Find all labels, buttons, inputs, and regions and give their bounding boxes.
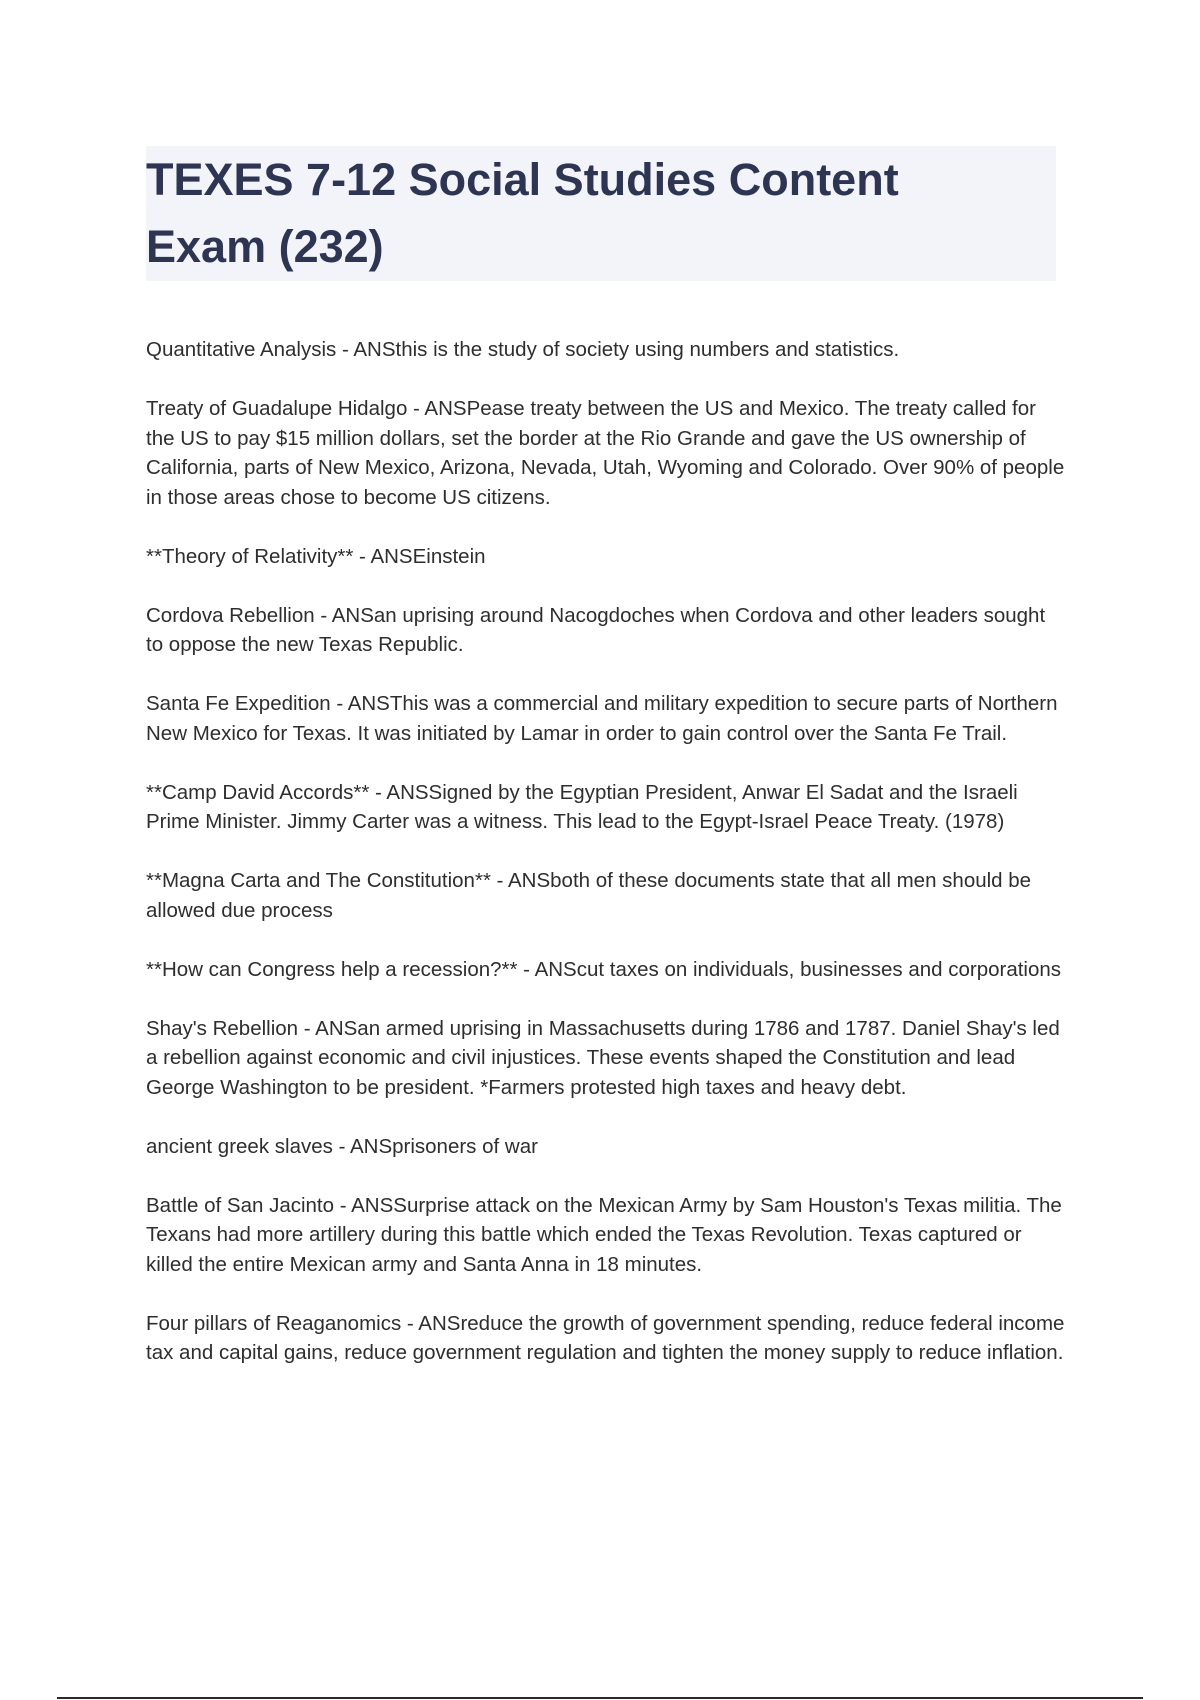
entries-list <box>146 335 1066 1397</box>
entry-ancient-greek-slaves: ancient greek slaves - ANSprisoners of war <box>146 1134 538 1158</box>
entry-magna-carta-constitution: **Magna Carta and The Constitution** - ANSboth of these documents state that all men should be allowed due process <box>146 869 1032 922</box>
entry-santa-fe-expedition: Santa Fe Expedition - ANSThis was a commercial and military expedition to secure parts of Northern New Mexico for Texas. It was initiated by Lamar in order to gain control over the Santa Fe Trail. <box>146 692 1058 745</box>
entry-shays-rebellion: Shay's Rebellion - ANSan armed uprising in Massachusetts during 1786 and 1787. Daniel Shay's led a rebellion against economic and civil injustices. These events shaped the Constitution and lead George Washington to be president. *Farmers protested high taxes and heavy debt. <box>146 1016 1060 1099</box>
entry-reaganomics: Four pillars of Reaganomics - ANSreduce the growth of government spending, reduce federal income tax and capital gains, reduce government regulation and tighten the money supply to reduce inflation. <box>146 1311 1065 1364</box>
entry-cordova-rebellion: Cordova Rebellion - ANSan uprising around Nacogdoches when Cordova and other leaders sought to oppose the new Texas Republic. <box>146 603 1046 656</box>
page-title: TEXES 7-12 Social Studies Content Exam (232) <box>146 154 899 272</box>
entry-camp-david-accords: **Camp David Accords** - ANSSigned by the Egyptian President, Anwar El Sadat and the Israeli Prime Minister. Jimmy Carter was a witness. This lead to the Egypt-Israel Peace Treaty. (1978) <box>146 780 1018 833</box>
footer-divider <box>57 1697 1143 1699</box>
entry-quantitative-analysis: Quantitative Analysis - ANSthis is the study of society using numbers and statistics. <box>146 338 900 361</box>
entry-theory-of-relativity: **Theory of Relativity** - ANSEinstein <box>146 544 486 568</box>
title-banner <box>146 146 1056 281</box>
entry-battle-of-san-jacinto: Battle of San Jacinto - ANSSurprise attack on the Mexican Army by Sam Houston's Texas militia. The Texans had more artillery during this battle which ended the Texas Revolution. Texas captured or killed the entire Mexican army and Santa Anna in 18 minutes. <box>146 1193 1062 1276</box>
entry-congress-recession: **How can Congress help a recession?** - ANScut taxes on individuals, businesses and corporations <box>146 957 1062 981</box>
entry-treaty-of-guadalupe-hidalgo: Treaty of Guadalupe Hidalgo - ANSPease treaty between the US and Mexico. The treaty called for the US to pay $15 million dollars, set the border at the Rio Grande and gave the US ownership of California, parts of New Mexico, Arizona, Nevada, Utah, Wyoming and Colorado. Over 90% of people in those areas chose to become US citizens. <box>146 397 1065 509</box>
